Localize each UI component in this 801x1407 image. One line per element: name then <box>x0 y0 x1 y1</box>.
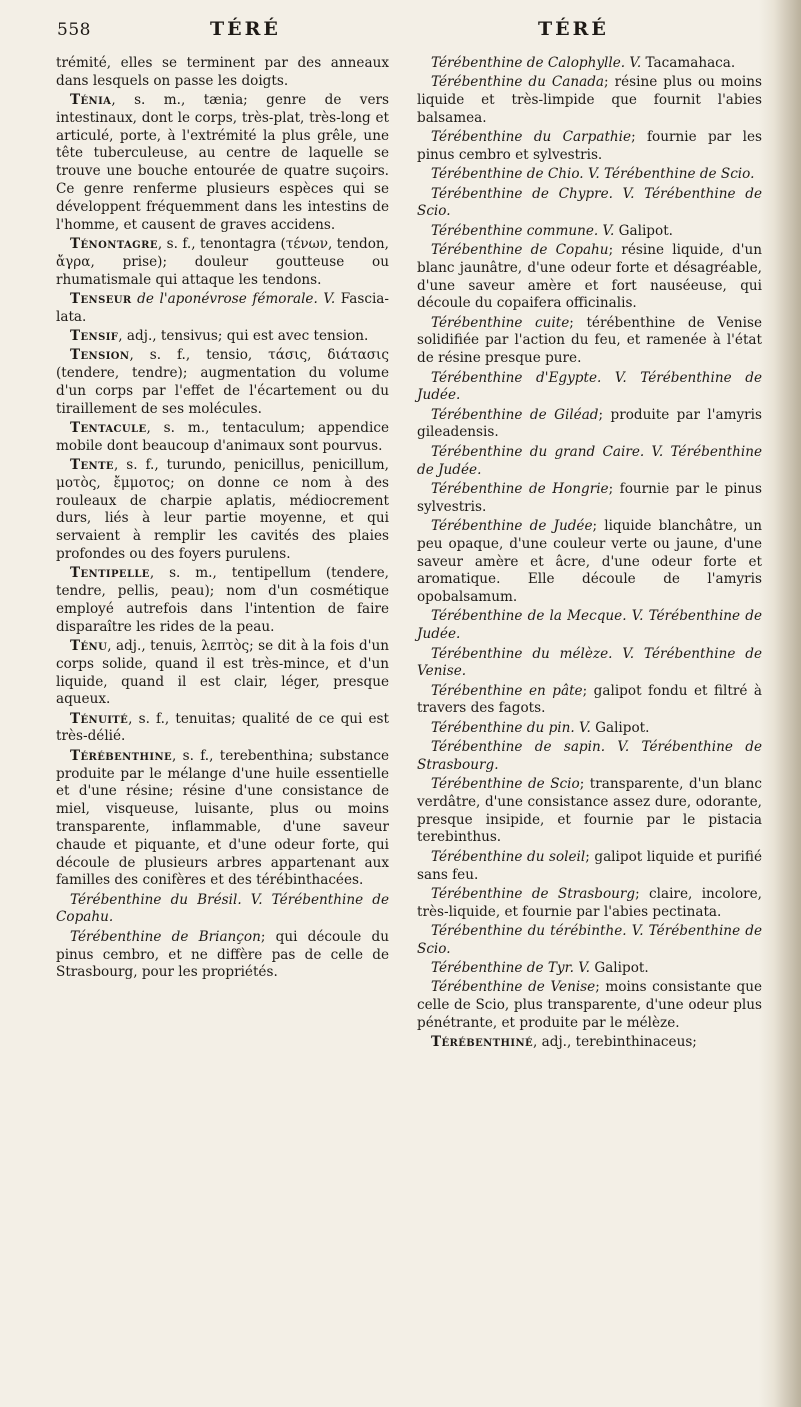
entry-italic-term: Térébenthine de Hongrie <box>431 480 609 497</box>
dictionary-entry <box>56 565 389 636</box>
entry-headword: Tentacule <box>70 419 147 436</box>
dictionary-entry <box>417 518 762 607</box>
dictionary-entry <box>417 74 762 127</box>
entry-definition: , s. f., tensio, τάσις, διάτασις (tendere, tendre); augmentation du volume d'un corps par l'effet de l'écartement ou du tiraillement de ses molécules. <box>56 347 389 417</box>
entry-headword: Ténontagre <box>70 235 158 252</box>
entry-definition: ; fournie par le pinus sylvestris. <box>417 480 762 515</box>
entry-italic-term: Térébenthine de Tyr. V. <box>431 960 591 977</box>
dictionary-entry <box>417 960 762 978</box>
entry-italic-term: Térébenthine de Chio. V. Térébenthine de Scio. <box>431 166 755 183</box>
entry-headword: Térébenthine <box>70 747 173 764</box>
running-head-left: TÉRÉ <box>210 18 281 40</box>
dictionary-entry <box>417 129 762 165</box>
entry-definition: , adj., terebinthinaceus; <box>533 1034 697 1051</box>
entry-definition: ; transparente, d'un blanc verdâtre, d'une consistance assez dure, odorante, presque insipide, et fournie par le pistacia terebinthus. <box>417 776 762 846</box>
entry-definition: Tacamahaca. <box>641 55 736 71</box>
entry-definition: trémité, elles se terminent par des anneaux dans lesquels on passe les doigts. <box>56 55 389 89</box>
dictionary-entry <box>417 1034 762 1052</box>
entry-italic-term: Térébenthine en pâte <box>431 682 583 699</box>
entry-headword: Tensif <box>70 327 119 344</box>
entry-definition: Galipot. <box>590 719 650 736</box>
entry-definition: ; liquide blanchâtre, un peu opaque, d'une couleur verte ou jaune, d'une saveur amère et âcre, d'une odeur forte et aromatique. Elle découle de l'amyris opobalsamum. <box>417 517 762 606</box>
dictionary-entry <box>417 923 762 959</box>
entry-definition: ; moins consistante que celle de Scio, plus transparente, d'une odeur plus pénétrante, et produite par le mélèze. <box>417 979 762 1031</box>
page-header <box>0 18 801 48</box>
entry-definition: , s. m., tentaculum; appendice mobile dont beaucoup d'animaux sont pourvus. <box>56 419 389 454</box>
dictionary-entry <box>417 886 762 922</box>
dictionary-entry <box>56 748 389 890</box>
dictionary-entry <box>417 223 762 241</box>
dictionary-entry <box>417 683 762 719</box>
entry-definition: Galipot. <box>614 222 673 239</box>
page-gutter-shadow <box>759 0 801 1407</box>
dictionary-entry <box>417 315 762 368</box>
entry-definition: , s. m., tentipellum (tendere, tendre, pellis, peau); nom d'un cosmétique employé autrefois dans l'intention de faire disparaître les rides de la peau. <box>56 565 389 635</box>
entry-italic-term: Térébenthine du Canada <box>431 74 605 91</box>
dictionary-entry <box>417 186 762 222</box>
dictionary-entry <box>417 646 762 682</box>
entry-italic-term: Térébenthine du térébinthe. V. Térébenthine de Scio. <box>417 922 762 957</box>
dictionary-entry <box>417 979 762 1032</box>
entry-definition: , adj., tensivus; qui est avec tension. <box>118 327 369 344</box>
entry-headword: Ténu <box>70 638 108 654</box>
entry-definition: Fascia-lata. <box>56 290 389 325</box>
entry-italic-term: Térébenthine de Briançon <box>70 928 261 945</box>
dictionary-entry <box>417 776 762 847</box>
entry-definition: , s. m., tænia; genre de vers intestinaux, dont le corps, très-plat, très-long et articulé, porte, à l'extrémité la plus grêle, une tête tuberculeuse, au centre de laquelle se trouve une bouche entourée de quatre suçoirs. Ce genre renferme plusieurs espèces qui se développent fréquemment dans les intestins de l'homme, et causent de graves accidens. <box>56 92 389 233</box>
entry-definition: ; galipot fondu et filtré à travers des fagots. <box>417 682 762 717</box>
dictionary-entry <box>417 739 762 775</box>
entry-headword: Ténia <box>70 92 112 109</box>
entry-italic-term: Térébenthine de la Mecque. V. Térébenthine de Judée. <box>417 608 762 643</box>
entry-italic-term: Térébenthine cuite <box>431 314 570 331</box>
entry-italic-term: Térébenthine de sapin. V. Térébenthine de Strasbourg. <box>417 738 762 773</box>
entry-italic-term: Térébenthine du grand Caire. V. Térébenthine de Judée. <box>417 443 762 478</box>
dictionary-entry <box>417 407 762 443</box>
dictionary-entry <box>417 608 762 644</box>
entry-italic-term: Térébenthine du mélèze. V. Térébenthine de Venise. <box>417 645 762 680</box>
dictionary-entry <box>417 481 762 517</box>
entry-definition: ; térébenthine de Venise solidifiée par l'action du feu, et ramenée à l'état de résine presque pure. <box>417 314 762 367</box>
dictionary-entry <box>56 236 389 289</box>
entry-definition: ; galipot liquide et purifié sans feu. <box>417 848 762 883</box>
dictionary-entry <box>56 638 389 709</box>
page-number: 558 <box>57 20 91 40</box>
entry-italic-term: Térébenthine du soleil <box>431 848 586 865</box>
entry-definition: , s. f., tenontagra (τένων, tendon, ἄγρα, prise); douleur goutteuse ou rhumatismale qui attaque les tendons. <box>56 235 389 288</box>
entry-italic-term: Térébenthine commune. V. <box>431 222 615 239</box>
entry-italic-term: Térébenthine du pin. V. <box>431 719 591 736</box>
dictionary-entry <box>417 166 762 184</box>
dictionary-entry <box>417 242 762 313</box>
dictionary-entry <box>56 929 389 982</box>
dictionary-entry <box>417 720 762 738</box>
dictionary-entry <box>56 457 389 564</box>
right-column <box>417 55 762 1054</box>
entry-italic-term: Térébenthine du Brésil. V. Térébenthine de Copahu. <box>56 891 389 926</box>
entry-italic-term: Térébenthine de Copahu <box>431 241 609 258</box>
dictionary-entry <box>56 92 389 234</box>
entry-definition: ; qui découle du pinus cembro, et ne diffère pas de celle de Strasbourg, pour les propriétés. <box>56 928 389 981</box>
left-column <box>56 55 389 984</box>
dictionary-entry <box>56 291 389 327</box>
entry-definition: , s. f., tenuitas; qualité de ce qui est très-délié. <box>56 710 389 745</box>
entry-definition: ; produite par l'amyris gileadensis. <box>417 406 763 441</box>
entry-italic-term: de l'aponévrose fémorale. V. <box>131 290 336 307</box>
dictionary-entry <box>56 55 389 91</box>
entry-headword: Tentipelle <box>70 565 150 582</box>
dictionary-entry <box>56 328 389 346</box>
dictionary-entry <box>56 420 389 456</box>
entry-definition: Galipot. <box>590 960 649 977</box>
entry-italic-term: Térébenthine de Venise <box>431 979 596 996</box>
entry-headword: Ténuité <box>70 710 129 727</box>
entry-definition: ; résine liquide, d'un blanc jaunâtre, d'une odeur forte et désagréable, d'une saveur amère et fort nauséeuse, qui découle du copaifera officinalis. <box>417 241 762 312</box>
entry-italic-term: Térébenthine de Calophylle. V. <box>431 55 642 71</box>
dictionary-entry <box>56 347 389 418</box>
entry-headword: Tension <box>70 347 130 364</box>
dictionary-entry <box>417 370 762 406</box>
dictionary-entry <box>417 444 762 480</box>
running-head-right: TÉRÉ <box>538 18 609 40</box>
entry-italic-term: Térébenthine de Chypre. V. Térébenthine de Scio. <box>417 185 762 220</box>
entry-definition: ; fournie par les pinus cembro et sylvestris. <box>417 129 762 163</box>
entry-definition: , s. f., turundo, penicillus, penicillum, μοτὸς, ἔμμοτος; on donne ce nom à des rouleaux de charpie aplatis, médiocrement durs, liés à leur partie moyenne, et qui servaient à remplir les cavités des plaies profondes ou des foyers purulens. <box>56 457 389 563</box>
entry-definition: , s. f., terebenthina; substance produite par le mélange d'une huile essentielle et d'une résine; résine d'une consistance de miel, visqueuse, luisante, plus ou moins transparente, inflammable, d'une saveur chaude et piquante, et d'une odeur forte, qui découle de plusieurs arbres appartenant aux familles des conifères et des térébinthacées. <box>56 747 389 889</box>
entry-italic-term: Térébenthine de Giléad <box>431 406 599 423</box>
entry-italic-term: Térébenthine d'Egypte. V. Térébenthine de Judée. <box>417 369 762 404</box>
dictionary-entry <box>56 892 389 928</box>
dictionary-entry <box>417 849 762 885</box>
entry-italic-term: Térébenthine du Carpathie <box>431 129 632 146</box>
entry-headword: Tenseur <box>70 290 132 307</box>
entry-definition: , adj., tenuis, λεπτὸς; se dit à la fois d'un corps solide, quand il est très-mince, et d'un liquide, quand il est clair, léger, presque aqueux. <box>56 638 389 708</box>
entry-definition: ; claire, incolore, très-liquide, et fournie par l'abies pectinata. <box>417 885 762 920</box>
dictionary-entry <box>56 711 389 747</box>
entry-headword: Térébenthiné <box>431 1034 534 1051</box>
entry-headword: Tente <box>70 457 114 474</box>
entry-italic-term: Térébenthine de Judée <box>431 517 593 534</box>
entry-italic-term: Térébenthine de Strasbourg <box>431 885 636 902</box>
entry-definition: ; résine plus ou moins liquide et très-limpide que fournit l'abies balsamea. <box>417 74 762 126</box>
entry-italic-term: Térébenthine de Scio <box>431 776 580 793</box>
dictionary-entry <box>417 55 762 73</box>
